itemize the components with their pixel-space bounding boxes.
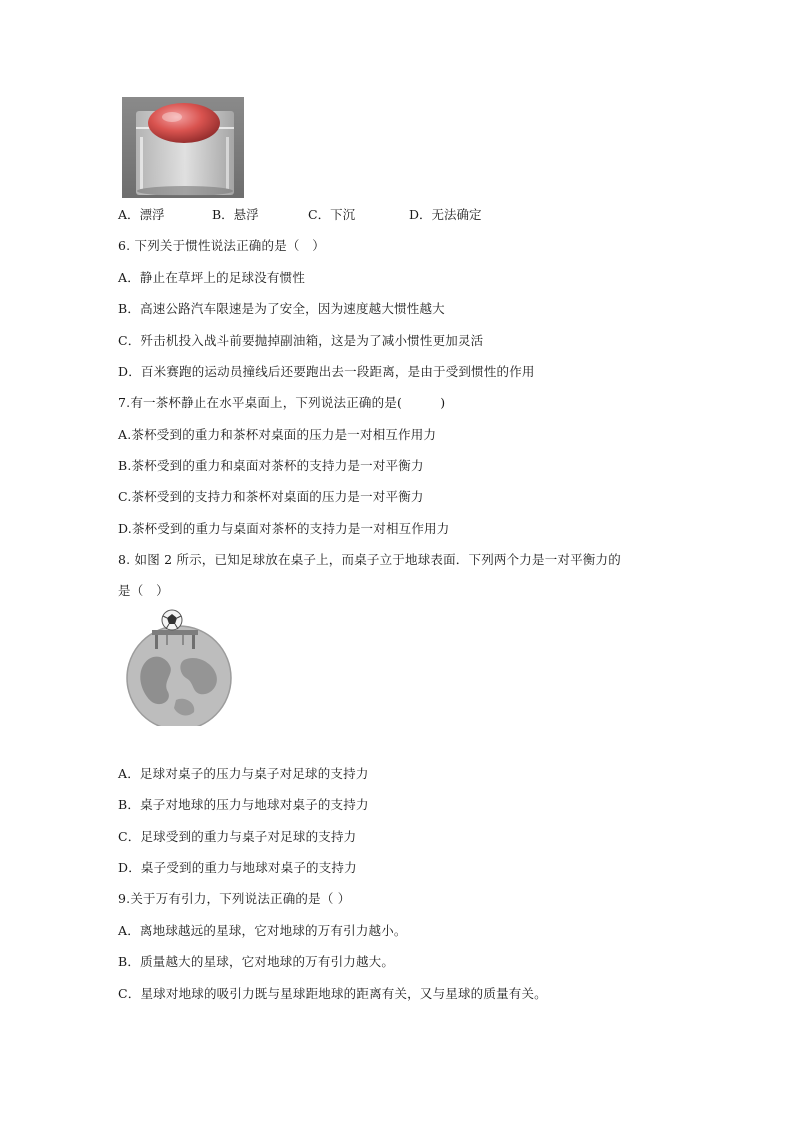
q6-option-d: D．百米赛跑的运动员撞线后还要跑出去一段距离，是由于受到惯性的作用	[118, 364, 535, 379]
q5-option-d: D．无法确定	[409, 207, 482, 222]
q7-option-d: D.茶杯受到的重力与桌面对茶杯的支持力是一对相互作用力	[118, 521, 450, 536]
q8-stem-line2: 是（ ）	[118, 583, 169, 598]
q7-option-c: C.茶杯受到的支持力和茶杯对桌面的压力是一对平衡力	[118, 489, 424, 504]
q5-options	[118, 207, 618, 223]
q9-option-c: C．星球对地球的吸引力既与星球距地球的距离有关，又与星球的质量有关。	[118, 986, 547, 1001]
q6-stem: 6. 下列关于惯性说法正确的是（ ）	[118, 238, 326, 253]
q9-option-b: B．质量越大的星球，它对地球的万有引力越大。	[118, 954, 395, 969]
q6-option-a: A．静止在草坪上的足球没有惯性	[118, 270, 306, 285]
football-shape	[162, 610, 182, 630]
q8-option-b: B．桌子对地球的压力与地球对桌子的支持力	[118, 797, 369, 812]
q7-option-b: B.茶杯受到的重力和桌面对茶杯的支持力是一对平衡力	[118, 458, 424, 473]
q8-option-c: C．足球受到的重力与桌子对足球的支持力	[118, 829, 357, 844]
q5-option-a: A．漂浮	[118, 207, 165, 222]
q7-stem: 7.有一茶杯静止在水平桌面上，下列说法正确的是( )	[118, 395, 446, 410]
q6-option-c: C．歼击机投入战斗前要抛掉副油箱，这是为了减小惯性更加灵活	[118, 333, 484, 348]
apple-in-water-figure	[122, 97, 244, 198]
q5-option-c: C．下沉	[308, 207, 356, 222]
q8-stem-line1: 8. 如图 2 所示，已知足球放在桌子上，而桌子立于地球表面．下列两个力是一对平衡力的	[118, 552, 621, 567]
q5-option-b: B．悬浮	[212, 207, 259, 222]
q9-option-a: A．离地球越远的星球，它对地球的万有引力越小。	[118, 923, 407, 938]
q8-option-d: D．桌子受到的重力与地球对桌子的支持力	[118, 860, 357, 875]
q6-option-b: B．高速公路汽车限速是为了安全，因为速度越大惯性越大	[118, 301, 445, 316]
football-table-earth-figure	[122, 604, 234, 726]
q7-option-a: A.茶杯受到的重力和茶杯对桌面的压力是一对相互作用力	[118, 427, 437, 442]
q8-option-a: A．足球对桌子的压力与桌子对足球的支持力	[118, 766, 369, 781]
q9-stem: 9.关于万有引力，下列说法正确的是（ ）	[118, 891, 351, 906]
apple-shape	[148, 103, 220, 143]
